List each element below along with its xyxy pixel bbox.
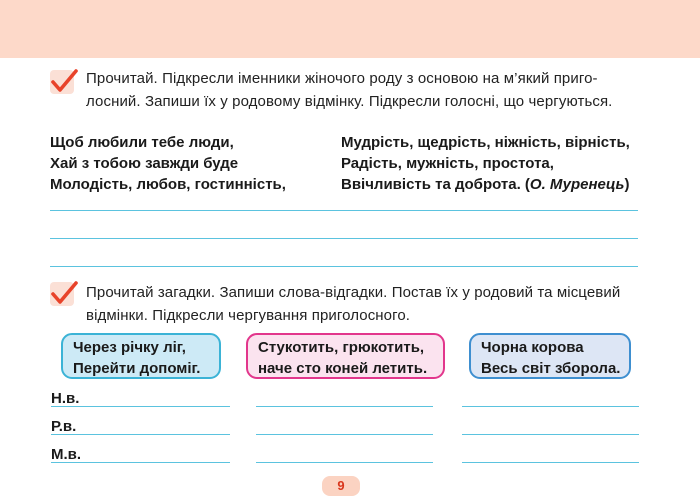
riddle-line: Стукотить, грюкотить,	[258, 339, 425, 356]
task2-instructions	[86, 281, 620, 327]
checkmark-icon	[50, 282, 74, 306]
checkmark-icon	[50, 70, 74, 94]
riddle-line: Перейти допоміг.	[73, 360, 201, 377]
riddle-card	[61, 333, 221, 379]
case-label-genitive: Р.в.	[51, 418, 77, 435]
poem-line: Молодість, любов, гостинність,	[50, 176, 286, 193]
answer-line[interactable]	[50, 238, 638, 239]
riddle-line: Через річку ліг,	[73, 339, 186, 356]
answer-line[interactable]	[462, 406, 639, 407]
page-number: 9	[322, 476, 360, 496]
riddle-card	[246, 333, 445, 379]
answer-line[interactable]	[462, 434, 639, 435]
riddle-line: Чорна корова	[481, 339, 584, 356]
case-label-locative: М.в.	[51, 446, 82, 463]
task1-instructions	[86, 67, 612, 113]
poem-line: Хай з тобою завжди буде	[50, 155, 239, 172]
answer-line[interactable]	[50, 266, 638, 267]
task1-text-line: лосний. Запиши їх у родовому відмінку. Підкресли голосні, що чергуються.	[86, 93, 613, 110]
task1-text-line: Прочитай. Підкресли іменники жіночого роду з основою на м’який приго-	[86, 70, 598, 87]
riddle-card	[469, 333, 631, 379]
header-band	[0, 0, 700, 58]
poem-author: О. Муренець	[529, 176, 625, 193]
poem-line: Щоб любили тебе люди,	[50, 134, 234, 151]
answer-line[interactable]	[51, 434, 230, 435]
case-label-nominative: Н.в.	[51, 390, 80, 407]
poem-line: Мудрість, щедрість, ніжність, вірність,	[341, 134, 630, 151]
poem-line: Радість, мужність, простота,	[341, 155, 554, 172]
poem-left-column	[50, 132, 286, 195]
riddle-line: наче сто коней летить.	[258, 360, 428, 377]
answer-line[interactable]	[51, 406, 230, 407]
poem-right-column	[341, 132, 630, 195]
answer-line[interactable]	[50, 210, 638, 211]
riddle-line: Весь світ зборола.	[481, 360, 621, 377]
answer-line[interactable]	[256, 462, 433, 463]
task2-text-line: Прочитай загадки. Запиши слова-відгадки. Постав їх у родовий та місцевий	[86, 284, 621, 301]
answer-line[interactable]	[462, 462, 639, 463]
task2-text-line: відмінки. Підкресли чергування приголосного.	[86, 307, 411, 324]
answer-line[interactable]	[256, 406, 433, 407]
answer-line[interactable]	[51, 462, 230, 463]
poem-line: Ввічливість та доброта. (О. Муренець)	[341, 176, 630, 193]
answer-line[interactable]	[256, 434, 433, 435]
